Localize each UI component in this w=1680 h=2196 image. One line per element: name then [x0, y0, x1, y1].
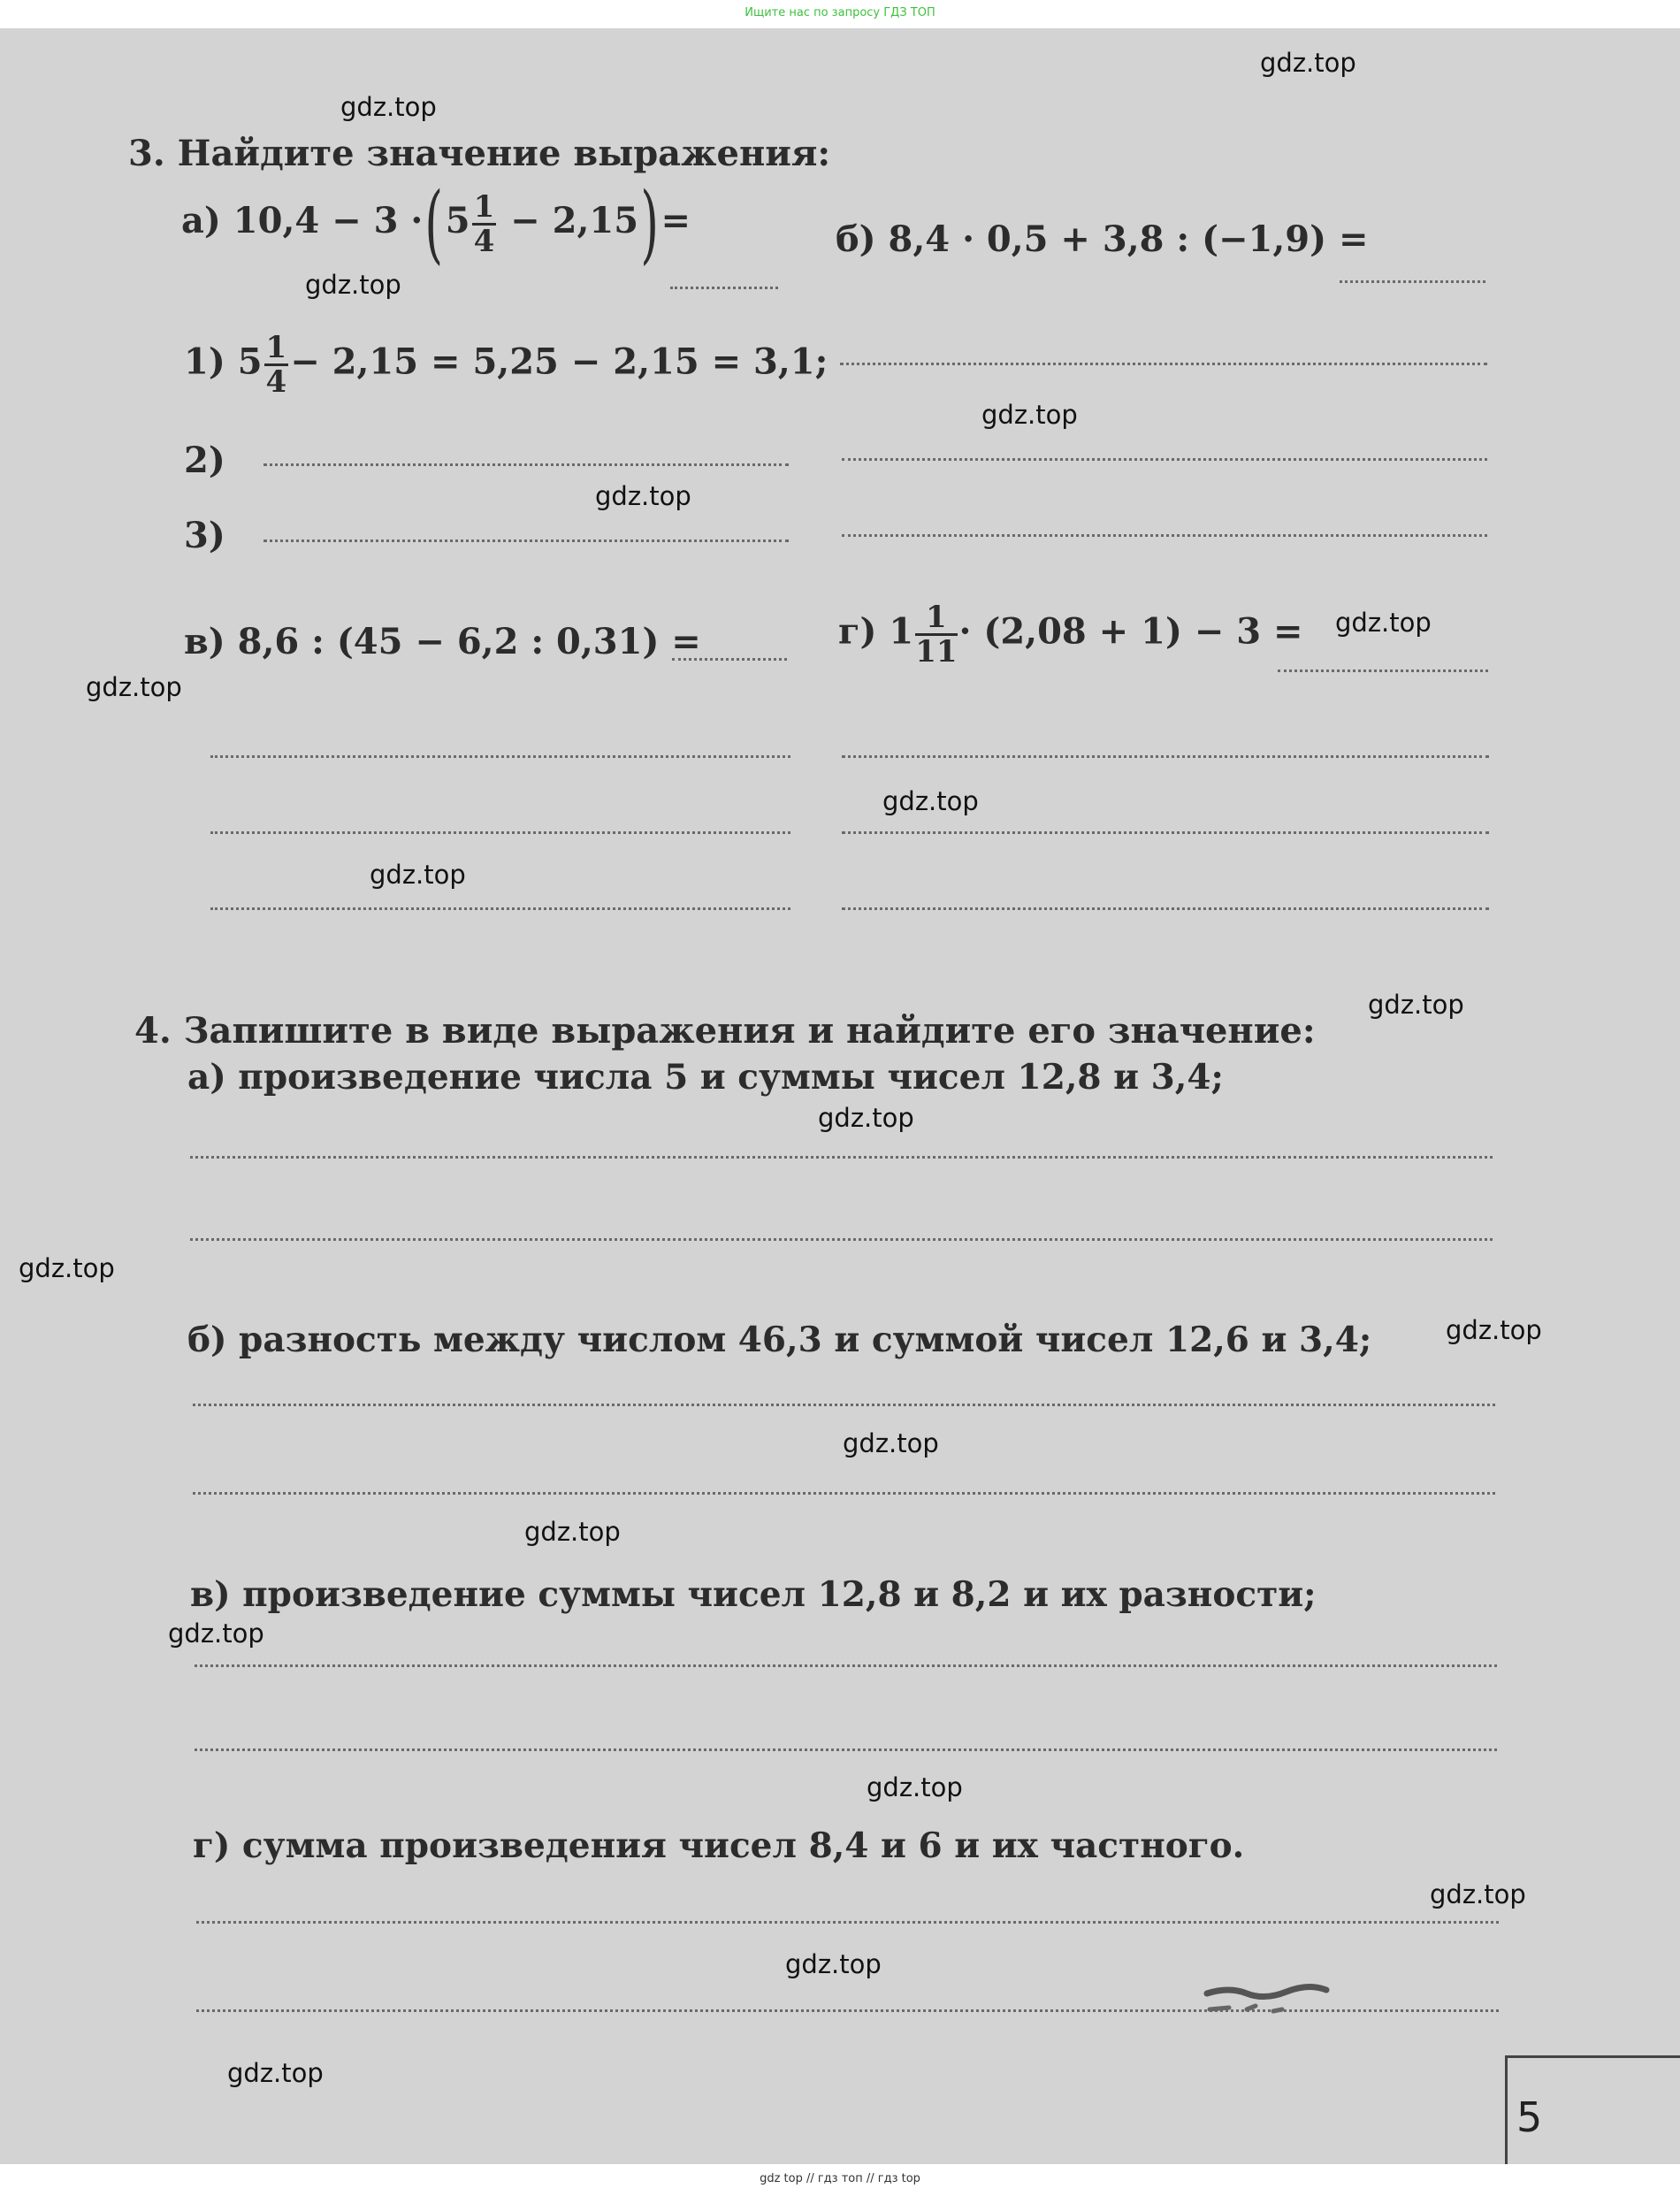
task3-g-mixed-whole: 1: [889, 610, 914, 653]
task4-item-b: б) разность между числом 46,3 и суммой чисел 12,6 и 3,4;: [187, 1320, 1372, 1360]
answer-line[interactable]: [842, 831, 1489, 834]
page-number: 5: [1516, 2093, 1543, 2141]
answer-line[interactable]: [190, 1238, 1493, 1241]
answer-line[interactable]: [670, 287, 778, 289]
right-paren: ): [640, 174, 660, 273]
task3-g-frac-den: 11: [915, 634, 958, 670]
answer-line[interactable]: [1278, 670, 1488, 672]
watermark: gdz.top: [168, 1618, 264, 1649]
answer-line[interactable]: [842, 458, 1487, 461]
answer-line[interactable]: [842, 755, 1489, 758]
answer-line[interactable]: [210, 831, 790, 834]
step1-frac-den: 4: [265, 364, 287, 400]
step1-fraction: [264, 332, 289, 398]
task3-step1: [184, 332, 828, 398]
task4-item-g: г) сумма произведения чисел 8,4 и 6 и их частного.: [193, 1825, 1245, 1866]
answer-line[interactable]: [842, 907, 1489, 910]
answer-line[interactable]: [263, 463, 789, 466]
watermark: gdz.top: [785, 1949, 882, 1979]
task3-g-label: г): [838, 610, 877, 653]
answer-line[interactable]: [193, 1404, 1495, 1406]
task3-a-expression: [181, 174, 691, 273]
ink-smudge: [1203, 1983, 1331, 2018]
answer-line[interactable]: [195, 1664, 1497, 1667]
step3-label: 3): [184, 515, 225, 556]
watermark: gdz.top: [1430, 1879, 1526, 1909]
watermark: gdz.top: [595, 481, 691, 511]
answer-line[interactable]: [842, 534, 1487, 537]
watermark: gdz.top: [867, 1772, 963, 1802]
task3-a-label: а): [181, 200, 221, 241]
task4-item-a: а) произведение числа 5 и суммы чисел 12,8 и 3,4;: [187, 1057, 1224, 1098]
answer-line[interactable]: [210, 907, 790, 910]
watermark: gdz.top: [86, 672, 182, 702]
task4-item-v: в) произведение суммы чисел 12,8 и 8,2 и их разности;: [190, 1574, 1317, 1615]
watermark: gdz.top: [818, 1103, 914, 1133]
task3-g-expression: [838, 601, 1303, 668]
watermark: gdz.top: [1446, 1315, 1542, 1345]
task3-a-frac-num: 1: [473, 188, 495, 225]
task3-g-fraction: [915, 601, 957, 668]
task3-a-expr-inside: − 2,15: [510, 200, 639, 241]
answer-line[interactable]: [190, 1156, 1493, 1159]
watermark: gdz.top: [882, 786, 979, 816]
watermark: gdz.top: [370, 860, 466, 890]
task3-a-equals: =: [661, 200, 691, 241]
workbook-page: [0, 28, 1680, 2164]
answer-line[interactable]: [263, 539, 789, 542]
task3-a-fraction: [472, 188, 497, 259]
step1-frac-num: 1: [265, 330, 287, 365]
task3-b-label: б): [836, 218, 876, 260]
watermark: gdz.top: [340, 92, 437, 122]
answer-line[interactable]: [193, 1492, 1495, 1495]
task3-v-label: в): [184, 621, 225, 662]
task3-b-expr: 8,4 · 0,5 + 3,8 : (−1,9) =: [888, 218, 1369, 260]
answer-line[interactable]: [210, 755, 790, 758]
task3-a-frac-den: 4: [473, 223, 495, 259]
watermark: gdz.top: [524, 1517, 621, 1547]
answer-line[interactable]: [196, 1921, 1499, 1924]
step1-label: 1): [184, 340, 225, 383]
task3-heading: 3. Найдите значение выражения:: [128, 133, 831, 174]
answer-line[interactable]: [195, 1748, 1497, 1751]
watermark: gdz.top: [19, 1253, 115, 1283]
answer-line[interactable]: [1340, 280, 1485, 283]
top-banner: Ищите нас по запросу ГДЗ ТОП: [745, 6, 935, 19]
task3-a-mixed-whole: 5: [445, 200, 470, 241]
task3-g-rest: · (2,08 + 1) − 3 =: [958, 610, 1303, 653]
step1-mixed-whole: 5: [237, 340, 263, 383]
task4-heading: 4. Запишите в виде выражения и найдите его значение:: [134, 1010, 1316, 1052]
watermark: gdz.top: [1368, 990, 1464, 1020]
watermark: gdz.top: [843, 1428, 939, 1458]
watermark: gdz.top: [305, 270, 401, 300]
task3-v-expr: 8,6 : (45 − 6,2 : 0,31) =: [237, 621, 701, 662]
answer-line[interactable]: [840, 363, 1487, 365]
left-paren: (: [424, 174, 444, 273]
bottom-banner: gdz top // гдз топ // гдз top: [760, 2172, 920, 2185]
answer-line[interactable]: [672, 658, 787, 661]
watermark: gdz.top: [1260, 48, 1356, 78]
task3-a-expr-before: 10,4 − 3 ·: [233, 200, 424, 241]
task3-b-expression: [836, 218, 1368, 260]
watermark: gdz.top: [981, 400, 1078, 430]
step1-rest: − 2,15 = 5,25 − 2,15 = 3,1;: [290, 340, 829, 383]
task3-g-frac-num: 1: [915, 601, 957, 636]
task3-v-expression: [184, 621, 701, 662]
step2-label: 2): [184, 440, 225, 481]
watermark: gdz.top: [227, 2058, 324, 2088]
watermark: gdz.top: [1335, 608, 1432, 638]
